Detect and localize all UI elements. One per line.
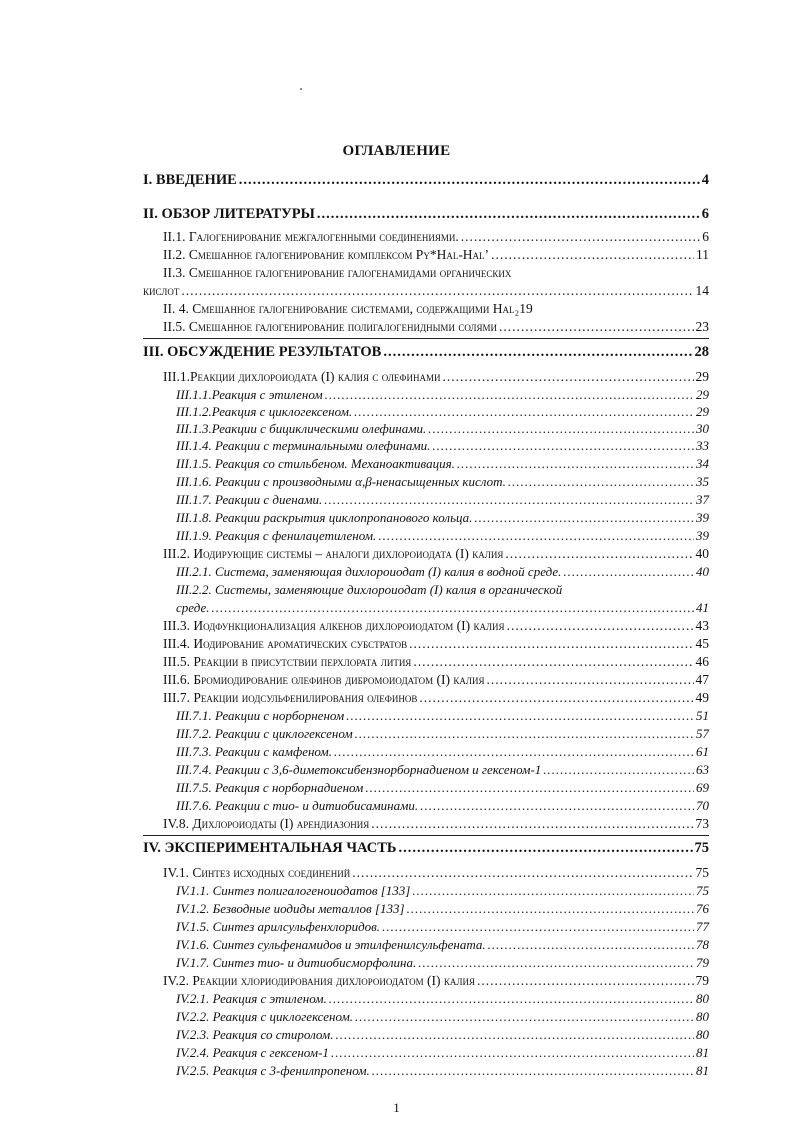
entry-title: IV.1.2. Безводные иодиды металлов [133] xyxy=(176,901,405,916)
entry-title: IV.2. Реакции хлориодирования дихлороиодатом (I) калия xyxy=(163,973,475,988)
toc-entry-subsection[interactable] xyxy=(176,456,709,472)
entry-page: 45 xyxy=(695,636,709,651)
scan-speck xyxy=(300,88,302,90)
entry-page: 75 xyxy=(695,865,709,880)
leader-dots xyxy=(474,510,694,526)
entry-title: среде. xyxy=(176,600,210,615)
leader-dots xyxy=(507,618,694,634)
entry-page: 49 xyxy=(695,690,709,705)
toc-entry-section[interactable] xyxy=(163,690,709,706)
entry-title: IV.2.5. Реакция с 3-фенилпропеном. xyxy=(176,1063,370,1078)
toc-entry-chapter-2[interactable] xyxy=(143,206,709,223)
leader-dots xyxy=(419,690,693,706)
entry-title: IV.1.5. Синтез арилсульфенхлоридов. xyxy=(176,919,381,934)
leader-dots xyxy=(563,564,694,580)
toc-entry-subsection-line1[interactable]: III.2.2. Системы, заменяющие дихлороиодат (I) калия в органической xyxy=(176,582,563,597)
leader-dots xyxy=(335,1027,694,1043)
toc-entry-section[interactable] xyxy=(163,229,709,245)
entry-page: 80 xyxy=(696,991,709,1006)
entry-page: 4 xyxy=(701,172,709,188)
toc-entry-subsection[interactable] xyxy=(176,708,709,724)
leader-dots xyxy=(354,404,694,420)
toc-entry-section[interactable] xyxy=(163,816,709,832)
toc-entry-subsection[interactable] xyxy=(176,404,709,420)
toc-entry-section[interactable] xyxy=(163,247,709,263)
toc-entry-subsection[interactable] xyxy=(176,510,709,526)
leader-dots xyxy=(372,1063,694,1079)
toc-entry-subsection[interactable] xyxy=(176,387,709,403)
entry-title: III.1.9. Реакция с фенилацетиленом. xyxy=(176,528,377,543)
leader-dots xyxy=(407,901,694,917)
entry-page: 81 xyxy=(696,1045,709,1060)
entry-title: IV.1.6. Синтез сульфенамидов и этилфенилсульфената. xyxy=(176,937,486,952)
toc-entry-chapter-3[interactable] xyxy=(143,344,709,361)
leader-dots xyxy=(477,973,694,989)
entry-page: 34 xyxy=(696,456,709,471)
entry-page: 69 xyxy=(696,780,709,795)
entry-page: 61 xyxy=(696,744,709,759)
entry-title: III.2. Иодирующие системы – аналоги дихлороиодата (I) калия xyxy=(163,546,504,561)
entry-title: II.2. Смешанное галогенирование комплексом Py*Hal-Hal’ xyxy=(163,247,490,262)
leader-dots xyxy=(420,798,694,814)
leader-dots xyxy=(457,456,694,472)
entry-page: 63 xyxy=(696,762,709,777)
toc-entry-subsection[interactable] xyxy=(176,492,709,508)
entry-title: III.1.1.Реакция с этиленом xyxy=(176,387,323,402)
entry-title: III.1.6. Реакции с производными α,β-ненасыщенных кислот. xyxy=(176,474,506,489)
toc-entry-chapter-4[interactable] xyxy=(143,840,709,857)
entry-page: 28 xyxy=(694,344,709,360)
toc-entry-section[interactable] xyxy=(163,546,709,562)
toc-entry-subsection[interactable] xyxy=(176,1063,709,1079)
entry-title: IV.1.1. Синтез полигалогеноиодатов [133] xyxy=(176,883,411,898)
entry-page: 43 xyxy=(695,618,709,633)
toc-entry-subsection[interactable] xyxy=(176,762,709,778)
entry-title: III.7.6. Реакции с тио- и дитиобисаминами. xyxy=(176,798,419,813)
entry-title: II.1. Галогенирование межгалогенными соединениями. xyxy=(163,229,459,244)
entry-title: III.2.1. Система, заменяющая дихлороиодат (I) калия в водной среде. xyxy=(176,564,562,579)
leader-dots xyxy=(325,387,694,403)
entry-title: III.1.4. Реакции с терминальными олефинами. xyxy=(176,438,431,453)
entry-title: III. ОБСУЖДЕНИЕ РЕЗУЛЬТАТОВ xyxy=(143,344,382,360)
entry-page: 23 xyxy=(695,319,709,334)
leader-dots xyxy=(505,546,693,562)
entry-title: III.5. Реакции в присутствии перхлората лития xyxy=(163,654,412,669)
toc-entry-chapter-1[interactable] xyxy=(143,172,709,189)
toc-entry-subsection[interactable] xyxy=(176,798,709,814)
entry-page: 76 xyxy=(696,901,709,916)
entry-page: 41 xyxy=(696,600,709,615)
toc-entry-subsection[interactable] xyxy=(176,744,709,760)
entry-title: III.7.3. Реакции с камфеном. xyxy=(176,744,332,759)
leader-dots xyxy=(428,421,694,437)
entry-title: III.1.Реакции дихлороиодата (I) калия с олефинами xyxy=(163,369,441,384)
toc-entry-section-line1[interactable]: II.3. Смешанное галогенирование галогенамидами органических xyxy=(163,265,512,280)
entry-page: 29 xyxy=(696,404,709,419)
leader-dots xyxy=(491,247,694,263)
entry-page: 29 xyxy=(695,369,709,384)
entry-page: 33 xyxy=(696,438,709,453)
entry-title: IV.2.1. Реакция с этиленом. xyxy=(176,991,327,1006)
toc-entry-section[interactable] xyxy=(163,636,709,652)
entry-page: 80 xyxy=(696,1009,709,1024)
toc-entry-section[interactable] xyxy=(163,618,709,634)
toc-entry-subsection[interactable] xyxy=(176,438,709,454)
entry-page: 19 xyxy=(519,301,533,316)
entry-title: IV. ЭКСПЕРИМЕНТАЛЬНАЯ ЧАСТЬ xyxy=(143,840,397,856)
entry-page: 46 xyxy=(695,654,709,669)
entry-title: кислот xyxy=(143,283,180,298)
toc-entry-subsection[interactable] xyxy=(176,1045,709,1061)
toc-entry-subsection[interactable] xyxy=(176,421,709,437)
toc-entry-section[interactable] xyxy=(163,973,709,989)
entry-page: 35 xyxy=(696,474,709,489)
entry-page: 79 xyxy=(696,955,709,970)
leader-dots xyxy=(382,919,694,935)
toc-entry-subsection[interactable] xyxy=(176,1027,709,1043)
divider xyxy=(143,338,709,339)
toc-entry-subsection[interactable] xyxy=(176,901,709,917)
toc-entry-section[interactable] xyxy=(163,654,709,670)
toc-entry-subsection[interactable] xyxy=(176,528,709,544)
leader-dots xyxy=(355,1009,694,1025)
entry-page: 14 xyxy=(695,283,709,298)
entry-page: 51 xyxy=(696,708,709,723)
entry-title: III.6. Бромиодирование олефинов дибромоиодатом (I) калия xyxy=(163,672,485,687)
leader-dots xyxy=(181,283,693,299)
toc-entry-section-line2[interactable] xyxy=(143,283,709,299)
toc-entry-subsection[interactable] xyxy=(176,919,709,935)
entry-page: 77 xyxy=(696,919,709,934)
entry-page: 47 xyxy=(695,672,709,687)
entry-title: IV.2.2. Реакция с циклогексеном. xyxy=(176,1009,354,1024)
toc-entry-section[interactable] xyxy=(163,319,709,335)
entry-title: II. ОБЗОР ЛИТЕРАТУРЫ xyxy=(143,206,315,222)
entry-title: II.5. Смешанное галогенирование полигалогенидными солями xyxy=(163,319,497,334)
leader-dots xyxy=(352,865,693,881)
entry-page: 40 xyxy=(696,564,709,579)
leader-dots xyxy=(499,319,694,335)
entry-page: 78 xyxy=(696,937,709,952)
entry-page: 73 xyxy=(695,816,709,831)
entry-title: IV.2.4. Реакция с гексеном-1 xyxy=(176,1045,329,1060)
toc-entry-subsection-line2[interactable] xyxy=(176,600,709,616)
leader-dots xyxy=(346,708,694,724)
toc-entry-subsection[interactable] xyxy=(176,780,709,796)
leader-dots xyxy=(487,672,694,688)
entry-page: 79 xyxy=(695,973,709,988)
entry-page: 75 xyxy=(696,883,709,898)
leader-dots xyxy=(371,816,693,832)
leader-dots xyxy=(461,229,701,245)
entry-title: IV.1. Синтез исходных соединений xyxy=(163,865,351,880)
toc-entry-section[interactable] xyxy=(163,301,709,317)
page-number: 1 xyxy=(393,1100,400,1115)
leader-dots xyxy=(398,840,692,857)
toc-entry-subsection[interactable] xyxy=(176,991,709,1007)
leader-dots xyxy=(334,744,694,760)
entry-page: 40 xyxy=(695,546,709,561)
entry-page: 37 xyxy=(696,492,709,507)
entry-title: I. ВВЕДЕНИЕ xyxy=(143,172,237,188)
entry-title: III.3. Иодфункционализация алкенов дихлороиодатом (I) калия xyxy=(163,618,505,633)
entry-title: IV.8. Дихлороиодаты (I) арендиазония xyxy=(163,816,370,831)
leader-dots xyxy=(331,1045,694,1061)
entry-page: 57 xyxy=(696,726,709,741)
leader-dots xyxy=(355,726,694,742)
leader-dots xyxy=(211,600,694,616)
leader-dots xyxy=(443,369,694,385)
entry-page: 75 xyxy=(694,840,709,856)
toc-entry-subsection[interactable] xyxy=(176,726,709,742)
leader-dots xyxy=(329,991,694,1007)
entry-title: III.7.1. Реакции с норборненом xyxy=(176,708,345,723)
entry-page: 6 xyxy=(702,229,709,244)
entry-page: 11 xyxy=(696,247,709,262)
entry-title: II. 4. Смешанное галогенирование системами, содержащими Hal₂ xyxy=(163,301,520,316)
entry-title: III.7.4. Реакции с 3,6-диметоксибензнорборнадиеном и гексеном-1 xyxy=(176,762,542,777)
entry-title: III.1.7. Реакции с диенами. xyxy=(176,492,323,507)
entry-title: III.7.2. Реакции с циклогексеном xyxy=(176,726,353,741)
entry-title: III.4. Иодирование ароматических субстратов xyxy=(163,636,408,651)
entry-page: 39 xyxy=(696,510,709,525)
leader-dots xyxy=(418,955,694,971)
leader-dots xyxy=(383,344,692,361)
leader-dots xyxy=(378,528,694,544)
leader-dots xyxy=(412,883,694,899)
entry-title: IV.2.3. Реакция со стиролом. xyxy=(176,1027,334,1042)
entry-title: III.1.8. Реакции раскрытия циклопропанового кольца. xyxy=(176,510,473,525)
entry-page: 70 xyxy=(696,798,709,813)
entry-page: 6 xyxy=(701,206,709,222)
toc-entry-section[interactable] xyxy=(163,865,709,881)
toc-entry-subsection[interactable] xyxy=(176,564,709,580)
leader-dots xyxy=(317,206,700,223)
leader-dots xyxy=(413,654,693,670)
toc-entry-subsection[interactable] xyxy=(176,955,709,971)
entry-title: III.7. Реакции иодсульфенилирования олефинов xyxy=(163,690,418,705)
toc-entry-subsection[interactable] xyxy=(176,1009,709,1025)
leader-dots xyxy=(488,937,694,953)
entry-page: 81 xyxy=(696,1063,709,1078)
leader-dots xyxy=(365,780,694,796)
entry-title: III.7.5. Реакция с норборнадиеном xyxy=(176,780,364,795)
toc-entry-subsection[interactable] xyxy=(176,883,709,899)
entry-page: 80 xyxy=(696,1027,709,1042)
entry-title: III.1.3.Реакции с бициклическими олефинами. xyxy=(176,421,427,436)
toc-entry-section[interactable] xyxy=(163,369,709,385)
entry-page: 39 xyxy=(696,528,709,543)
leader-dots xyxy=(409,636,693,652)
entry-title: III.1.2.Реакция с циклогексеном. xyxy=(176,404,353,419)
toc-heading: ОГЛАВЛЕНИЕ xyxy=(342,143,451,159)
toc-entry-subsection[interactable] xyxy=(176,937,709,953)
toc-entry-section[interactable] xyxy=(163,672,709,688)
leader-dots xyxy=(508,474,694,490)
entry-page: 29 xyxy=(696,387,709,402)
entry-page: 30 xyxy=(696,421,709,436)
leader-dots xyxy=(543,762,694,778)
leader-dots xyxy=(432,438,694,454)
entry-title: IV.1.7. Синтез тио- и дитиобисморфолина. xyxy=(176,955,417,970)
leader-dots xyxy=(239,172,700,189)
toc-entry-subsection[interactable] xyxy=(176,474,709,490)
entry-title: III.1.5. Реакция со стильбеном. Механоактивация. xyxy=(176,456,455,471)
divider xyxy=(143,835,709,836)
leader-dots xyxy=(324,492,694,508)
